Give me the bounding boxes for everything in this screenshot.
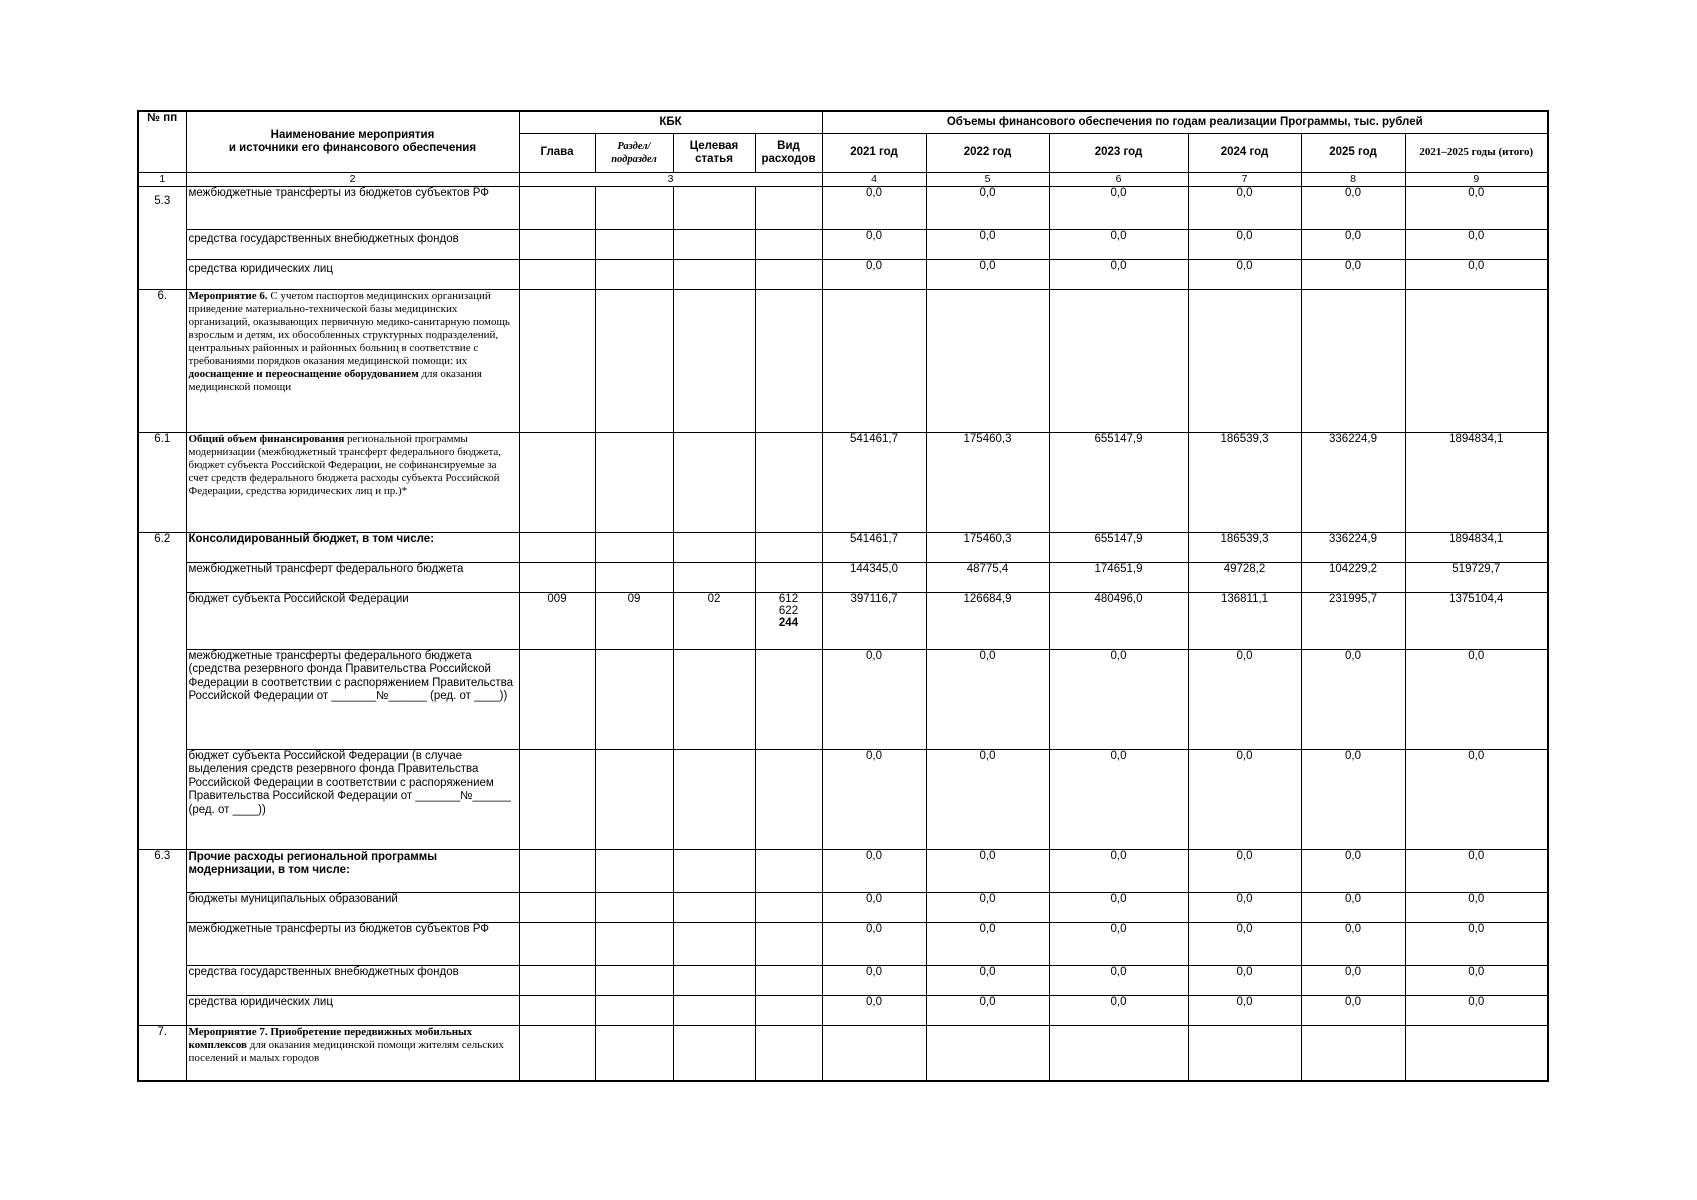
value-2021: 0,0 [822, 186, 926, 229]
row-number: 5.3 [138, 186, 186, 289]
kbk-cell [755, 562, 822, 592]
value-total: 0,0 [1405, 995, 1548, 1025]
value-cell [1049, 1025, 1188, 1081]
row-name: средства государственных внебюджетных фондов [186, 965, 519, 995]
value-total: 0,0 [1405, 186, 1548, 229]
value-2025: 336224,9 [1301, 432, 1405, 532]
table-row [138, 289, 1548, 432]
header-2025: 2025 год [1301, 133, 1405, 172]
value-2021: 0,0 [822, 649, 926, 749]
row-name: бюджеты муниципальных образований [186, 892, 519, 922]
row-name-end: для оказания медицинской помощи [188, 367, 482, 393]
value-2025: 104229,2 [1301, 562, 1405, 592]
kbk-cell [595, 229, 673, 259]
value-total: 0,0 [1405, 649, 1548, 749]
value-2025: 0,0 [1301, 649, 1405, 749]
value-cell [1049, 289, 1188, 432]
kbk-vid-622: 622 [778, 604, 799, 617]
kbk-cell [673, 532, 755, 562]
kbk-cell [673, 259, 755, 289]
kbk-cell [755, 229, 822, 259]
row-name: Консолидированный бюджет, в том числе: [186, 532, 519, 562]
value-2024: 0,0 [1188, 229, 1301, 259]
kbk-cell [595, 432, 673, 532]
kbk-cell [673, 922, 755, 965]
value-2023: 0,0 [1049, 229, 1188, 259]
value-2023: 655147,9 [1049, 432, 1188, 532]
table-row [138, 965, 1548, 995]
kbk-cell [519, 892, 595, 922]
value-2023: 0,0 [1049, 749, 1188, 849]
value-2021: 0,0 [822, 965, 926, 995]
value-2024: 0,0 [1188, 186, 1301, 229]
value-2025: 0,0 [1301, 186, 1405, 229]
header-2021: 2021 год [822, 133, 926, 172]
value-2023: 655147,9 [1049, 532, 1188, 562]
row-name [186, 1025, 519, 1081]
kbk-cell [519, 995, 595, 1025]
row-name: межбюджетные трансферты федерального бюджета (средства резервного фонда Правительства Российской Федерации в соответствии с распоряжением Правительства Российской Федерации от _______№______ (ред. от ____)) [186, 649, 519, 749]
kbk-cell [755, 849, 822, 892]
table-row [138, 592, 1548, 649]
kbk-cell [595, 892, 673, 922]
value-2024: 0,0 [1188, 649, 1301, 749]
row-name-bold: Мероприятие 7. Приобретение передвижных мобильных комплексов [188, 1025, 473, 1051]
kbk-cell [673, 432, 755, 532]
header-kbk: КБК [519, 111, 822, 133]
kbk-cell [755, 289, 822, 432]
value-cell [1188, 1025, 1301, 1081]
kbk-razdel: 09 [595, 592, 673, 649]
kbk-cell [673, 649, 755, 749]
value-2023: 174651,9 [1049, 562, 1188, 592]
kbk-cell [755, 965, 822, 995]
row-name: средства государственных внебюджетных фондов [186, 229, 519, 259]
value-2021: 144345,0 [822, 562, 926, 592]
row-name-text: для оказания медицинской помощи жителям сельских поселений и малых городов [188, 1038, 504, 1064]
kbk-cell [595, 749, 673, 849]
value-2023: 480496,0 [1049, 592, 1188, 649]
kbk-cell [755, 892, 822, 922]
header-volumes: Объемы финансового обеспечения по годам реализации Программы, тыс. рублей [822, 111, 1548, 133]
value-2022: 0,0 [926, 649, 1049, 749]
value-cell [822, 289, 926, 432]
value-2021: 0,0 [822, 995, 926, 1025]
kbk-cell [595, 849, 673, 892]
value-total: 1894834,1 [1405, 432, 1548, 532]
kbk-cell [519, 432, 595, 532]
value-2025: 0,0 [1301, 259, 1405, 289]
value-2022: 0,0 [926, 892, 1049, 922]
table-row [138, 849, 1548, 892]
value-2024: 0,0 [1188, 892, 1301, 922]
value-2022: 0,0 [926, 965, 1049, 995]
value-total: 0,0 [1405, 965, 1548, 995]
kbk-cell [519, 749, 595, 849]
value-2024: 0,0 [1188, 259, 1301, 289]
kbk-cell [519, 649, 595, 749]
kbk-cell [755, 259, 822, 289]
header-glava: Глава [519, 133, 595, 172]
value-total: 0,0 [1405, 922, 1548, 965]
col-number-1: 1 [138, 172, 186, 186]
table-row [138, 649, 1548, 749]
table-row [138, 432, 1548, 532]
kbk-cell [595, 995, 673, 1025]
header-vid: Вид расходов [755, 133, 822, 172]
kbk-cell [595, 562, 673, 592]
kbk-cell [673, 849, 755, 892]
row-name-bold: Мероприятие 6. [188, 289, 268, 302]
kbk-cell [673, 892, 755, 922]
value-2022: 0,0 [926, 259, 1049, 289]
value-total: 1375104,4 [1405, 592, 1548, 649]
financing-table [137, 110, 1549, 1082]
row-name-bold: Общий объем финансирования [188, 432, 345, 445]
value-2022: 0,0 [926, 849, 1049, 892]
header-razdel: Раздел/ подраздел [595, 133, 673, 172]
table-row [138, 532, 1548, 562]
value-2022: 0,0 [926, 229, 1049, 259]
kbk-cell [519, 259, 595, 289]
table-row [138, 229, 1548, 259]
value-2021: 541461,7 [822, 532, 926, 562]
row-name: бюджет субъекта Российской Федерации [186, 592, 519, 649]
kbk-cell [519, 186, 595, 229]
value-2023: 0,0 [1049, 922, 1188, 965]
row-name-text: С учетом паспортов медицинских организаций приведение материально-технической базы медицинских организаций, оказывающих первичную медико-санитарную помощь взрослым и детям, их обособленных структурных подразделений, центральных районных и районных больниц в соответствие с требованиями порядков оказания медицинской помощи: их [188, 289, 510, 367]
kbk-cell [519, 922, 595, 965]
row-name: Прочие расходы региональной программы модернизации, в том числе: [186, 849, 519, 892]
value-2022: 175460,3 [926, 532, 1049, 562]
col-number-6: 6 [1049, 172, 1188, 186]
kbk-cell [673, 186, 755, 229]
value-2025: 0,0 [1301, 849, 1405, 892]
value-2023: 0,0 [1049, 965, 1188, 995]
value-2024: 186539,3 [1188, 432, 1301, 532]
row-name: средства юридических лиц [186, 259, 519, 289]
kbk-cell [755, 1025, 822, 1081]
value-2024: 0,0 [1188, 995, 1301, 1025]
value-2023: 0,0 [1049, 259, 1188, 289]
table-row [138, 995, 1548, 1025]
table-row [138, 749, 1548, 849]
row-name: межбюджетные трансферты из бюджетов субъектов РФ [186, 186, 519, 229]
value-2021: 0,0 [822, 849, 926, 892]
kbk-cell [519, 1025, 595, 1081]
kbk-cell [673, 995, 755, 1025]
row-number: 6.3 [138, 849, 186, 1025]
kbk-cell [755, 749, 822, 849]
value-2024: 136811,1 [1188, 592, 1301, 649]
value-2024: 49728,2 [1188, 562, 1301, 592]
col-number-2: 2 [186, 172, 519, 186]
value-2022: 48775,4 [926, 562, 1049, 592]
value-total: 0,0 [1405, 849, 1548, 892]
value-2021: 397116,7 [822, 592, 926, 649]
value-2022: 175460,3 [926, 432, 1049, 532]
kbk-cell [595, 259, 673, 289]
row-number: 6.2 [138, 532, 186, 849]
kbk-cell [519, 965, 595, 995]
value-2024: 0,0 [1188, 749, 1301, 849]
col-number-3: 3 [519, 172, 822, 186]
kbk-cell [595, 649, 673, 749]
row-name-bold-2: дооснащение и переоснащение оборудованием [188, 367, 419, 380]
kbk-cell [519, 289, 595, 432]
row-number: 7. [138, 1025, 186, 1081]
kbk-cell [595, 532, 673, 562]
header-total: 2021–2025 годы (итого) [1405, 133, 1548, 172]
value-2022: 0,0 [926, 749, 1049, 849]
row-name: бюджет субъекта Российской Федерации (в случае выделения средств резервного фонда Правительства Российской Федерации в соответствии с распоряжением Правительства Российской Федерации от _______№______ (ред. от ____)) [186, 749, 519, 849]
value-2025: 0,0 [1301, 965, 1405, 995]
kbk-cell [755, 432, 822, 532]
value-total: 0,0 [1405, 229, 1548, 259]
kbk-cell [673, 749, 755, 849]
value-2021: 0,0 [822, 922, 926, 965]
kbk-vid [755, 592, 822, 649]
value-2025: 0,0 [1301, 749, 1405, 849]
kbk-cell [595, 1025, 673, 1081]
value-2025: 0,0 [1301, 995, 1405, 1025]
value-2022: 126684,9 [926, 592, 1049, 649]
value-cell [1405, 289, 1548, 432]
row-number: 6. [138, 289, 186, 432]
value-2022: 0,0 [926, 186, 1049, 229]
header-2024: 2024 год [1188, 133, 1301, 172]
kbk-glava: 009 [519, 592, 595, 649]
kbk-cell [755, 995, 822, 1025]
col-number-9: 9 [1405, 172, 1548, 186]
value-2025: 0,0 [1301, 922, 1405, 965]
table-row [138, 562, 1548, 592]
value-2023: 0,0 [1049, 892, 1188, 922]
kbk-cell [755, 922, 822, 965]
value-2023: 0,0 [1049, 995, 1188, 1025]
kbk-cell [519, 532, 595, 562]
value-2021: 0,0 [822, 892, 926, 922]
value-cell [1405, 1025, 1548, 1081]
row-name: средства юридических лиц [186, 995, 519, 1025]
header-2023: 2023 год [1049, 133, 1188, 172]
col-number-7: 7 [1188, 172, 1301, 186]
value-2021: 0,0 [822, 229, 926, 259]
value-2023: 0,0 [1049, 186, 1188, 229]
value-2021: 541461,7 [822, 432, 926, 532]
table-row [138, 922, 1548, 965]
value-total: 0,0 [1405, 892, 1548, 922]
table-row [138, 892, 1548, 922]
kbk-cell [673, 562, 755, 592]
value-2024: 0,0 [1188, 922, 1301, 965]
kbk-cell [755, 532, 822, 562]
header-number: № пп [138, 111, 186, 172]
col-number-8: 8 [1301, 172, 1405, 186]
value-2025: 0,0 [1301, 229, 1405, 259]
kbk-vid-612: 612 [778, 592, 799, 605]
row-name [186, 289, 519, 432]
col-number-5: 5 [926, 172, 1049, 186]
kbk-cell [673, 289, 755, 432]
row-name: межбюджетные трансферты из бюджетов субъектов РФ [186, 922, 519, 965]
kbk-celevaya: 02 [673, 592, 755, 649]
value-2025: 336224,9 [1301, 532, 1405, 562]
kbk-cell [519, 229, 595, 259]
kbk-cell [595, 922, 673, 965]
kbk-cell [519, 562, 595, 592]
header-name: Наименование мероприятия и источники его финансового обеспечения [186, 111, 519, 172]
value-cell [822, 1025, 926, 1081]
header-2022: 2022 год [926, 133, 1049, 172]
value-cell [1188, 289, 1301, 432]
value-cell [926, 289, 1049, 432]
value-2021: 0,0 [822, 259, 926, 289]
value-cell [1301, 289, 1405, 432]
table-row [138, 1025, 1548, 1081]
row-name [186, 432, 519, 532]
kbk-cell [673, 1025, 755, 1081]
value-total: 1894834,1 [1405, 532, 1548, 562]
value-total: 0,0 [1405, 259, 1548, 289]
kbk-cell [595, 186, 673, 229]
table-row [138, 186, 1548, 229]
value-2023: 0,0 [1049, 649, 1188, 749]
kbk-vid-244: 244 [778, 616, 799, 629]
value-2021: 0,0 [822, 749, 926, 849]
value-2023: 0,0 [1049, 849, 1188, 892]
value-2024: 0,0 [1188, 965, 1301, 995]
kbk-cell [755, 186, 822, 229]
value-2025: 231995,7 [1301, 592, 1405, 649]
kbk-cell [595, 965, 673, 995]
kbk-cell [673, 965, 755, 995]
table-row [138, 259, 1548, 289]
header-celevaya: Целевая статья [673, 133, 755, 172]
value-2022: 0,0 [926, 922, 1049, 965]
value-2022: 0,0 [926, 995, 1049, 1025]
row-number: 6.1 [138, 432, 186, 532]
value-cell [926, 1025, 1049, 1081]
value-2025: 0,0 [1301, 892, 1405, 922]
row-name-text: региональной программы модернизации (межбюджетный трансферт федерального бюджета, бюджет субъекта Российской Федерации, не софинансируемые за счет средств федерального бюджета расходы субъекта Российской Федерации, средства юридических лиц и пр.)* [188, 432, 502, 497]
value-2024: 0,0 [1188, 849, 1301, 892]
kbk-cell [673, 229, 755, 259]
row-name: межбюджетный трансферт федерального бюджета [186, 562, 519, 592]
kbk-cell [595, 289, 673, 432]
kbk-cell [755, 649, 822, 749]
value-total: 0,0 [1405, 749, 1548, 849]
kbk-cell [519, 849, 595, 892]
value-cell [1301, 1025, 1405, 1081]
value-total: 519729,7 [1405, 562, 1548, 592]
col-number-4: 4 [822, 172, 926, 186]
value-2024: 186539,3 [1188, 532, 1301, 562]
